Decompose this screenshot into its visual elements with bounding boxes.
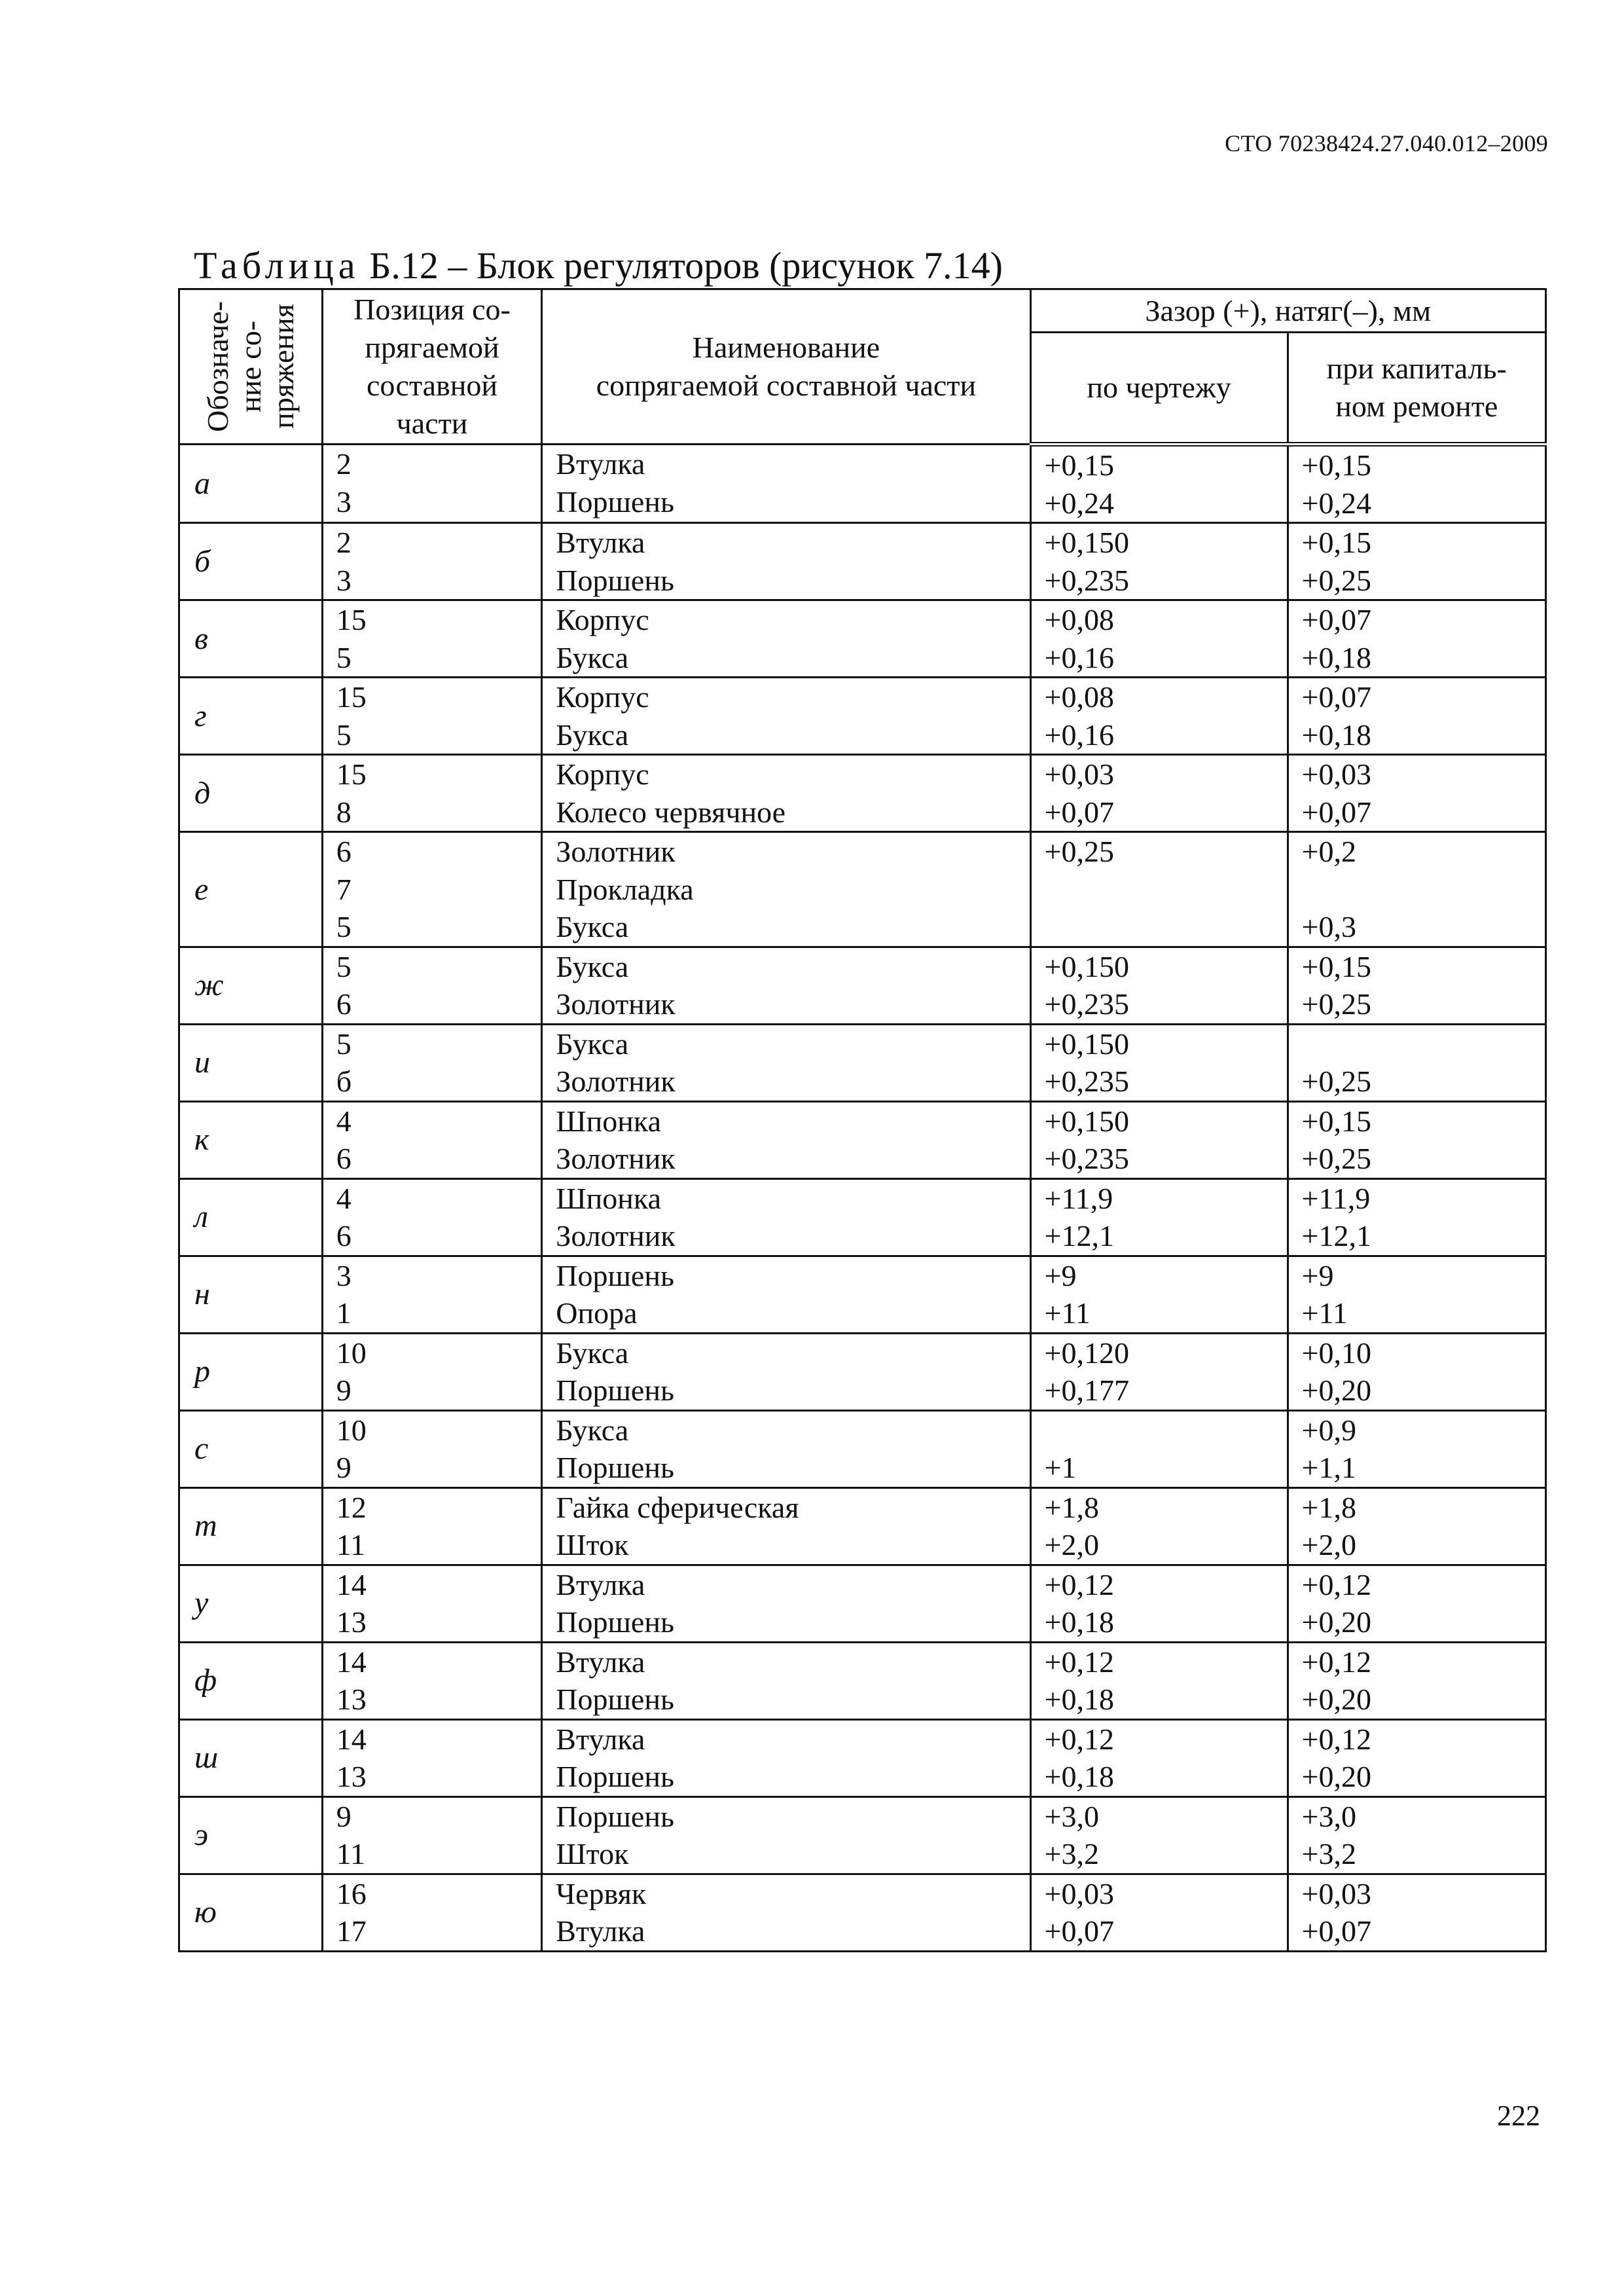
- gap-at-repair-line: +2,0: [1301, 1528, 1356, 1561]
- header-at-repair: при капиталь- ном ремонте: [1288, 333, 1545, 445]
- table-row: [179, 600, 1546, 678]
- position-cell: [322, 947, 542, 1024]
- position-cell: [322, 1796, 542, 1874]
- gap-at-repair-line: +0,15: [1301, 526, 1371, 559]
- position-cell: [322, 755, 542, 832]
- gap-at-repair-cell: [1288, 1565, 1545, 1642]
- part-name-cell: [542, 755, 1030, 832]
- gap-at-repair-cell: [1288, 755, 1545, 832]
- mating-id-cell: и: [179, 1024, 323, 1101]
- part-name-cell: [542, 523, 1030, 600]
- header-gap-group: Зазор (+), натяг(–), мм: [1030, 289, 1545, 333]
- mating-id-cell: л: [179, 1178, 323, 1256]
- table-row: [179, 523, 1546, 600]
- part-name-line: Втулка: [556, 1914, 645, 1948]
- position-line: 8: [336, 795, 352, 829]
- gap-by-drawing-line: +0,12: [1044, 1567, 1114, 1601]
- part-name-cell: [542, 832, 1030, 947]
- gap-by-drawing-line: +3,2: [1044, 1837, 1099, 1870]
- part-name-line: Поршень: [556, 1258, 674, 1292]
- part-name-line: Поршень: [556, 563, 674, 597]
- position-line: 5: [336, 949, 352, 983]
- mating-id-cell: э: [179, 1796, 323, 1874]
- gap-by-drawing-line: +0,150: [1044, 1104, 1129, 1138]
- part-name-line: Корпус: [556, 603, 649, 636]
- position-line: 15: [336, 757, 367, 791]
- gap-at-repair-line: +0,03: [1301, 1876, 1371, 1910]
- gap-at-repair-line: +0,07: [1301, 1914, 1371, 1948]
- gap-at-repair-line: +0,20: [1301, 1683, 1371, 1716]
- gap-at-repair-line: +0,07: [1301, 680, 1371, 714]
- gap-by-drawing-line: +0,12: [1044, 1722, 1114, 1756]
- table-row: [179, 1333, 1546, 1410]
- gap-by-drawing-line: +0,12: [1044, 1645, 1114, 1679]
- gap-at-repair-line: +1,8: [1301, 1490, 1356, 1524]
- gap-at-repair-line: +0,18: [1301, 718, 1371, 752]
- part-name-line: Поршень: [556, 1799, 674, 1833]
- part-name-line: Шпонка: [556, 1104, 661, 1138]
- position-line: 13: [336, 1683, 367, 1716]
- gap-by-drawing-line: +0,18: [1044, 1683, 1114, 1716]
- gap-at-repair-cell: [1288, 1333, 1545, 1410]
- gap-at-repair-cell: [1288, 600, 1545, 678]
- part-name-line: Букса: [556, 910, 629, 943]
- gap-by-drawing-line: +0,24: [1044, 486, 1114, 520]
- gap-at-repair-line: +0,20: [1301, 1760, 1371, 1793]
- position-line: 2: [336, 526, 352, 559]
- table-row: [179, 832, 1546, 947]
- gap-by-drawing-line: +0,150: [1044, 949, 1129, 983]
- gap-by-drawing-line: +12,1: [1044, 1219, 1114, 1252]
- gap-at-repair-line: +0,3: [1301, 910, 1356, 943]
- table-caption-label: Таблица: [194, 244, 360, 287]
- gap-at-repair-cell: [1288, 445, 1545, 523]
- gap-at-repair-line: +0,25: [1301, 1065, 1371, 1098]
- part-name-cell: [542, 1642, 1030, 1719]
- part-name-line: Букса: [556, 640, 629, 674]
- gap-by-drawing-line: +0,235: [1044, 1065, 1129, 1098]
- position-line: б: [336, 1065, 352, 1098]
- position-cell: [322, 523, 542, 600]
- position-cell: [322, 1410, 542, 1487]
- gap-by-drawing-cell: [1030, 1796, 1288, 1874]
- gap-at-repair-line: +0,24: [1301, 486, 1371, 520]
- gap-at-repair-cell: [1288, 832, 1545, 947]
- position-cell: [322, 1719, 542, 1796]
- position-line: 3: [336, 563, 352, 597]
- mating-id-cell: ж: [179, 947, 323, 1024]
- gap-at-repair-line: +3,0: [1301, 1799, 1356, 1833]
- gap-by-drawing-line: +1,8: [1044, 1490, 1099, 1524]
- position-line: 5: [336, 910, 352, 943]
- gap-at-repair-cell: [1288, 1874, 1545, 1951]
- position-line: 14: [336, 1645, 367, 1679]
- part-name-line: Шток: [556, 1837, 629, 1870]
- position-cell: [322, 1487, 542, 1565]
- header-by-drawing: по чертежу: [1030, 333, 1288, 445]
- gap-at-repair-line: +0,12: [1301, 1645, 1371, 1679]
- position-line: 9: [336, 1799, 352, 1833]
- gap-at-repair-line: +0,9: [1301, 1413, 1356, 1447]
- mating-id-cell: в: [179, 600, 323, 678]
- position-line: 5: [336, 640, 352, 674]
- table-row: [179, 678, 1546, 755]
- table-row: [179, 947, 1546, 1024]
- gap-by-drawing-cell: [1030, 1178, 1288, 1256]
- document-code: СТО 70238424.27.040.012–2009: [1225, 130, 1548, 156]
- gap-by-drawing-line: +0,235: [1044, 1142, 1129, 1175]
- part-name-line: Поршень: [556, 484, 674, 519]
- spec-table: [178, 288, 1547, 1952]
- part-name-cell: [542, 600, 1030, 678]
- gap-by-drawing-line: +1: [1044, 1451, 1077, 1484]
- part-name-cell: [542, 1565, 1030, 1642]
- table-row: [179, 1410, 1546, 1487]
- table-row: [179, 1487, 1546, 1565]
- gap-by-drawing-cell: [1030, 1256, 1288, 1333]
- header-id: [179, 289, 323, 445]
- gap-at-repair-line: +0,20: [1301, 1374, 1371, 1407]
- position-line: 13: [336, 1605, 367, 1639]
- position-line: 10: [336, 1336, 367, 1370]
- gap-at-repair-cell: [1288, 1642, 1545, 1719]
- gap-by-drawing-cell: [1030, 1642, 1288, 1719]
- gap-by-drawing-line: +9: [1044, 1258, 1077, 1292]
- part-name-cell: [542, 1487, 1030, 1565]
- gap-at-repair-line: +9: [1301, 1258, 1334, 1292]
- part-name-line: Букса: [556, 1336, 629, 1370]
- gap-by-drawing-line: +0,18: [1044, 1760, 1114, 1793]
- gap-by-drawing-line: +0,08: [1044, 680, 1114, 714]
- part-name-cell: [542, 1101, 1030, 1178]
- gap-at-repair-line: +12,1: [1301, 1219, 1371, 1252]
- gap-by-drawing-cell: [1030, 1874, 1288, 1951]
- part-name-line: Поршень: [556, 1683, 674, 1716]
- gap-by-drawing-cell: [1030, 445, 1288, 523]
- gap-by-drawing-cell: [1030, 523, 1288, 600]
- gap-at-repair-line: +0,15: [1301, 949, 1371, 983]
- gap-at-repair-line: +0,07: [1301, 795, 1371, 829]
- part-name-line: Корпус: [556, 757, 649, 791]
- position-cell: [322, 678, 542, 755]
- table-row: [179, 1642, 1546, 1719]
- part-name-cell: [542, 1796, 1030, 1874]
- gap-at-repair-cell: [1288, 1256, 1545, 1333]
- gap-by-drawing-cell: [1030, 1487, 1288, 1565]
- header-name: Наименование сопрягаемой составной части: [542, 289, 1030, 445]
- position-line: 4: [336, 1104, 352, 1138]
- gap-at-repair-cell: [1288, 1410, 1545, 1487]
- position-line: 17: [336, 1914, 367, 1948]
- gap-at-repair-line: +0,20: [1301, 1605, 1371, 1639]
- part-name-line: Втулка: [556, 1722, 645, 1756]
- gap-at-repair-line: [1302, 1025, 1545, 1063]
- gap-by-drawing-cell: [1030, 755, 1288, 832]
- position-cell: [322, 1024, 542, 1101]
- position-cell: [322, 1565, 542, 1642]
- mating-id-cell: ш: [179, 1719, 323, 1796]
- position-line: 14: [336, 1722, 367, 1756]
- header-id-label: Обозначе- ние со- пряжения: [200, 301, 300, 432]
- position-line: 7: [336, 872, 352, 906]
- gap-by-drawing-cell: [1030, 1410, 1288, 1487]
- gap-at-repair-cell: [1288, 1101, 1545, 1178]
- part-name-line: Колесо червячное: [556, 795, 786, 829]
- position-cell: [322, 1178, 542, 1256]
- gap-at-repair-cell: [1288, 1487, 1545, 1565]
- gap-by-drawing-line: +0,03: [1044, 757, 1114, 791]
- mating-id-cell: у: [179, 1565, 323, 1642]
- gap-at-repair-line: +0,07: [1301, 603, 1371, 636]
- part-name-line: Гайка сферическая: [556, 1490, 799, 1524]
- gap-by-drawing-line: [1045, 1412, 1287, 1449]
- position-cell: [322, 1874, 542, 1951]
- table-row: [179, 755, 1546, 832]
- gap-at-repair-line: +0,15: [1301, 1104, 1371, 1138]
- position-line: 6: [336, 1142, 352, 1175]
- part-name-line: Поршень: [556, 1451, 674, 1484]
- part-name-line: Прокладка: [556, 872, 694, 906]
- part-name-line: Втулка: [556, 1567, 645, 1601]
- gap-by-drawing-cell: [1030, 1101, 1288, 1178]
- table-row: [179, 1256, 1546, 1333]
- position-cell: [322, 1101, 542, 1178]
- gap-by-drawing-line: [1045, 908, 1287, 946]
- part-name-line: Золотник: [556, 835, 676, 868]
- position-cell: [322, 600, 542, 678]
- gap-at-repair-cell: [1288, 1024, 1545, 1101]
- mating-id-cell: г: [179, 678, 323, 755]
- gap-at-repair-line: +0,25: [1301, 987, 1371, 1021]
- position-cell: [322, 1333, 542, 1410]
- gap-by-drawing-line: +0,150: [1044, 526, 1129, 559]
- position-cell: [322, 1642, 542, 1719]
- gap-by-drawing-cell: [1030, 832, 1288, 947]
- gap-at-repair-cell: [1288, 678, 1545, 755]
- position-line: 6: [336, 835, 352, 868]
- gap-by-drawing-line: +0,16: [1044, 718, 1114, 752]
- part-name-line: Шток: [556, 1528, 629, 1561]
- part-name-cell: [542, 1256, 1030, 1333]
- mating-id-cell: ф: [179, 1642, 323, 1719]
- part-name-cell: [542, 678, 1030, 755]
- position-line: 11: [336, 1837, 365, 1870]
- part-name-line: Втулка: [556, 526, 645, 559]
- mating-id-cell: р: [179, 1333, 323, 1410]
- gap-by-drawing-line: +0,235: [1044, 563, 1129, 597]
- part-name-line: Букса: [556, 1413, 629, 1447]
- mating-id-cell: е: [179, 832, 323, 947]
- part-name-line: Букса: [556, 1027, 629, 1061]
- part-name-line: Золотник: [556, 1142, 676, 1175]
- gap-at-repair-line: +0,18: [1301, 640, 1371, 674]
- table-row: [179, 1024, 1546, 1101]
- gap-by-drawing-line: +0,120: [1044, 1336, 1129, 1370]
- part-name-cell: [542, 1410, 1030, 1487]
- table-row: [179, 1719, 1546, 1796]
- part-name-line: Корпус: [556, 680, 649, 714]
- part-name-line: Букса: [556, 949, 629, 983]
- gap-at-repair-line: +11: [1301, 1296, 1348, 1330]
- mating-id-cell: н: [179, 1256, 323, 1333]
- part-name-line: Втулка: [556, 447, 645, 481]
- position-line: 13: [336, 1760, 367, 1793]
- gap-at-repair-line: +3,2: [1301, 1837, 1356, 1870]
- gap-by-drawing-line: +0,15: [1044, 448, 1114, 482]
- gap-at-repair-cell: [1288, 1719, 1545, 1796]
- gap-at-repair-cell: [1288, 947, 1545, 1024]
- position-cell: [322, 832, 542, 947]
- gap-by-drawing-cell: [1030, 1333, 1288, 1410]
- gap-by-drawing-line: +11: [1044, 1296, 1091, 1330]
- position-line: 9: [336, 1374, 352, 1407]
- gap-by-drawing-line: +3,0: [1044, 1799, 1099, 1833]
- part-name-line: Опора: [556, 1296, 638, 1330]
- mating-id-cell: б: [179, 523, 323, 600]
- gap-by-drawing-line: [1045, 871, 1287, 909]
- gap-by-drawing-cell: [1030, 600, 1288, 678]
- part-name-cell: [542, 445, 1030, 523]
- gap-by-drawing-cell: [1030, 1565, 1288, 1642]
- part-name-line: Букса: [556, 718, 629, 752]
- table-body: [179, 445, 1546, 1952]
- position-line: 14: [336, 1567, 367, 1601]
- position-line: 3: [336, 484, 352, 519]
- part-name-line: Поршень: [556, 1374, 674, 1407]
- table-row: [179, 1874, 1546, 1951]
- position-cell: [322, 1256, 542, 1333]
- table-caption-text: Б.12 – Блок регуляторов (рисунок 7.14): [359, 244, 1003, 287]
- gap-by-drawing-line: +0,16: [1044, 640, 1114, 674]
- position-line: 5: [336, 1027, 352, 1061]
- gap-at-repair-cell: [1288, 523, 1545, 600]
- mating-id-cell: т: [179, 1487, 323, 1565]
- gap-at-repair-cell: [1288, 1796, 1545, 1874]
- position-line: 5: [336, 718, 352, 752]
- gap-at-repair-line: +0,25: [1301, 1142, 1371, 1175]
- position-line: 11: [336, 1528, 365, 1561]
- gap-at-repair-line: +0,10: [1301, 1336, 1371, 1370]
- part-name-cell: [542, 947, 1030, 1024]
- gap-by-drawing-line: +0,150: [1044, 1027, 1129, 1061]
- gap-by-drawing-line: +0,03: [1044, 1876, 1114, 1910]
- part-name-line: Поршень: [556, 1605, 674, 1639]
- mating-id-cell: к: [179, 1101, 323, 1178]
- gap-by-drawing-line: +0,07: [1044, 795, 1114, 829]
- gap-at-repair-line: +0,12: [1301, 1567, 1371, 1601]
- table-head: [179, 289, 1546, 445]
- position-line: 2: [336, 447, 352, 481]
- mating-id-cell: с: [179, 1410, 323, 1487]
- gap-by-drawing-line: +0,25: [1044, 835, 1114, 868]
- gap-by-drawing-cell: [1030, 1719, 1288, 1796]
- table-caption: [194, 244, 1003, 287]
- position-line: 3: [336, 1258, 352, 1292]
- part-name-line: Золотник: [556, 1065, 676, 1098]
- position-line: 10: [336, 1413, 367, 1447]
- part-name-line: Червяк: [556, 1876, 647, 1910]
- gap-by-drawing-line: +0,177: [1044, 1374, 1129, 1407]
- position-line: 9: [336, 1451, 352, 1484]
- page-number: 222: [1497, 2100, 1540, 2132]
- part-name-line: Золотник: [556, 987, 676, 1021]
- gap-at-repair-line: +11,9: [1301, 1181, 1371, 1215]
- position-line: 15: [336, 680, 367, 714]
- part-name-line: Втулка: [556, 1645, 645, 1679]
- part-name-cell: [542, 1874, 1030, 1951]
- table-row: [179, 445, 1546, 523]
- gap-by-drawing-cell: [1030, 678, 1288, 755]
- gap-by-drawing-line: +2,0: [1044, 1528, 1099, 1561]
- part-name-line: Поршень: [556, 1760, 674, 1793]
- table-row: [179, 1565, 1546, 1642]
- gap-by-drawing-cell: [1030, 947, 1288, 1024]
- mating-id-cell: а: [179, 445, 323, 523]
- mating-id-cell: ю: [179, 1874, 323, 1951]
- position-line: 1: [336, 1296, 352, 1330]
- table-row: [179, 1178, 1546, 1256]
- position-line: 16: [336, 1876, 367, 1910]
- part-name-cell: [542, 1719, 1030, 1796]
- gap-by-drawing-line: +0,07: [1044, 1914, 1114, 1948]
- gap-at-repair-line: +1,1: [1301, 1451, 1356, 1484]
- part-name-line: Шпонка: [556, 1181, 661, 1215]
- part-name-cell: [542, 1333, 1030, 1410]
- position-line: 6: [336, 987, 352, 1021]
- gap-by-drawing-line: +0,08: [1044, 603, 1114, 636]
- gap-by-drawing-line: +0,18: [1044, 1605, 1114, 1639]
- position-line: 4: [336, 1181, 352, 1215]
- position-cell: [322, 445, 542, 523]
- gap-at-repair-cell: [1288, 1178, 1545, 1256]
- position-line: 6: [336, 1219, 352, 1252]
- gap-at-repair-line: +0,25: [1301, 563, 1371, 597]
- gap-at-repair-line: +0,03: [1301, 757, 1371, 791]
- part-name-cell: [542, 1178, 1030, 1256]
- gap-at-repair-line: +0,15: [1301, 448, 1371, 482]
- part-name-cell: [542, 1024, 1030, 1101]
- part-name-line: Золотник: [556, 1219, 676, 1252]
- mating-id-cell: д: [179, 755, 323, 832]
- gap-by-drawing-line: +0,235: [1044, 987, 1129, 1021]
- position-line: 12: [336, 1490, 367, 1524]
- table-row: [179, 1796, 1546, 1874]
- header-position: Позиция со- прягаемой составной части: [322, 289, 542, 445]
- table-row: [179, 1101, 1546, 1178]
- gap-at-repair-line: +0,12: [1301, 1722, 1371, 1756]
- gap-by-drawing-cell: [1030, 1024, 1288, 1101]
- gap-at-repair-line: [1302, 871, 1545, 909]
- gap-at-repair-line: +0,2: [1301, 835, 1356, 868]
- gap-by-drawing-line: +11,9: [1044, 1181, 1113, 1215]
- position-line: 15: [336, 603, 367, 636]
